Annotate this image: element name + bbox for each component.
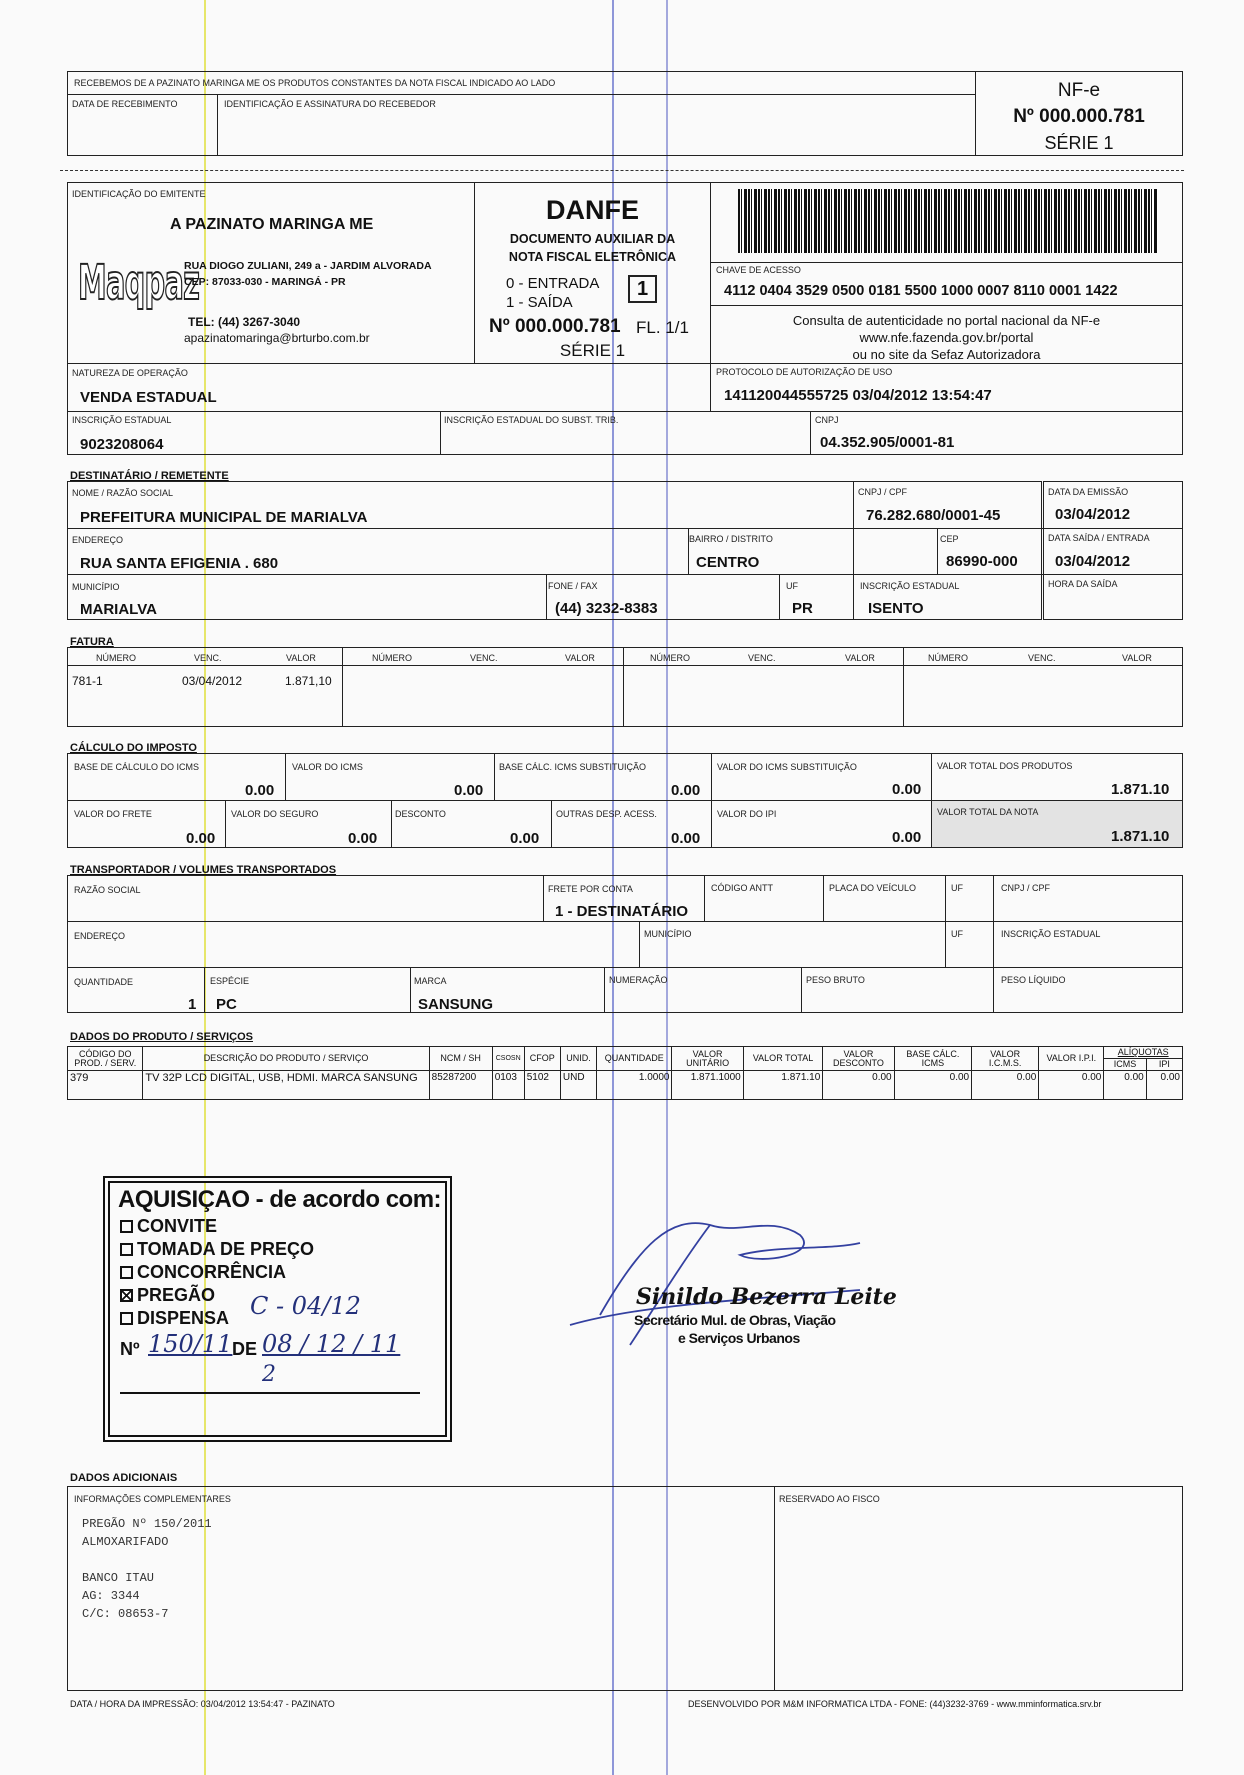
stamp-option-concorrencia <box>120 1262 286 1283</box>
tax-section: CÁLCULO DO IMPOSTO <box>70 742 197 754</box>
freight-value: 0.00 <box>186 830 216 847</box>
cell-ncm: 85287200 <box>429 1071 492 1100</box>
carrier-cnpj-label: CNPJ / CPF <box>1001 883 1051 893</box>
checkbox-icon <box>120 1266 133 1279</box>
products-table <box>67 1046 1183 1100</box>
recipient-city: MARIALVA <box>80 601 157 618</box>
base-icms-value: 0.00 <box>245 782 275 799</box>
divider <box>551 800 552 848</box>
total-products-label: VALOR TOTAL DOS PRODUTOS <box>937 761 1073 771</box>
cell-desc: TV 32P LCD DIGITAL, USB, HDMI. MARCA SANSUNG <box>143 1071 429 1100</box>
invoice-h-valor: VALOR <box>845 653 875 663</box>
checked-box-icon <box>120 1289 133 1302</box>
divider <box>937 528 938 574</box>
table-row <box>68 1071 1183 1100</box>
danfe-saida: 1 - SAÍDA <box>506 294 573 311</box>
numbering-label: NUMERAÇÃO <box>609 975 668 985</box>
info-line: ALMOXARIFADO <box>82 1535 169 1549</box>
carrier-address-label: ENDEREÇO <box>74 931 126 941</box>
protocol-value: 141120044555725 03/04/2012 13:54:47 <box>724 387 992 404</box>
freight-by-label: FRETE POR CONTA <box>548 884 633 894</box>
info-line: PREGÃO Nº 150/2011 <box>82 1517 212 1531</box>
icms-label: VALOR DO ICMS <box>292 762 363 772</box>
danfe-type-box: 1 <box>628 275 657 303</box>
cell-aliq-ipi: 0.00 <box>1146 1071 1182 1100</box>
divider <box>342 647 343 727</box>
receipt-date-label: DATA DE RECEBIMENTO <box>72 99 178 109</box>
emitter-tel: TEL: (44) 3267-3040 <box>188 315 301 329</box>
divider <box>993 875 994 1013</box>
stamp-option-dispensa <box>120 1308 229 1329</box>
recipient-phone-label: FONE / FAX <box>548 581 598 591</box>
ie-label: INSCRIÇÃO ESTADUAL <box>72 415 172 425</box>
ipi-label: VALOR DO IPI <box>717 809 777 819</box>
recipient-section: DESTINATÁRIO / REMETENTE <box>70 470 229 482</box>
divider <box>623 647 624 727</box>
cell-ipi: 0.00 <box>1039 1071 1104 1100</box>
recipient-ie-label: INSCRIÇÃO ESTADUAL <box>860 581 960 591</box>
discount-label: DESCONTO <box>395 809 446 819</box>
access-key: 4112 0404 3529 0500 0181 5500 1000 0007 8110 0001 1422 <box>724 283 1118 299</box>
col-unid: UNID. <box>560 1047 596 1071</box>
col-aliq-ipi: IPI <box>1146 1059 1182 1071</box>
emitter-cep: CEP: 87033-030 - MARINGÁ - PR <box>184 276 346 288</box>
divider <box>440 411 441 455</box>
footer-print: DATA / HORA DA IMPRESSÃO: 03/04/2012 13:54:47 - PAZINATO <box>70 1699 335 1709</box>
net-label: PESO LÍQUIDO <box>1001 975 1066 985</box>
divider <box>546 574 547 620</box>
ie-subst-label: INSCRIÇÃO ESTADUAL DO SUBST. TRIB. <box>444 415 619 425</box>
insurance-value: 0.00 <box>348 830 378 847</box>
col-qty: QUANTIDADE <box>597 1047 672 1071</box>
divider <box>67 363 1183 364</box>
access-key-label: CHAVE DE ACESSO <box>716 265 801 275</box>
divider <box>710 262 1183 263</box>
additional-section: DADOS ADICIONAIS <box>70 1472 178 1484</box>
carrier-uf-label: UF <box>951 883 963 893</box>
danfe-title: DANFE <box>546 195 639 225</box>
cut-line <box>60 170 1184 171</box>
col-ipi: VALOR I.P.I. <box>1039 1047 1104 1071</box>
recipient-address-label: ENDEREÇO <box>72 535 124 545</box>
danfe-number: Nº 000.000.781 <box>489 316 621 337</box>
base-subst-value: 0.00 <box>671 782 701 799</box>
ipi-value: 0.00 <box>892 829 922 846</box>
divider <box>801 967 802 1013</box>
divider <box>204 967 205 1013</box>
invoice-h-valor: VALOR <box>286 653 316 663</box>
divider <box>494 753 495 800</box>
cell-cfop: 5102 <box>524 1071 560 1100</box>
receipt-number: Nº 000.000.781 <box>1013 106 1145 127</box>
info-line: C/C: 08653-7 <box>82 1607 169 1621</box>
danfe-folha: FL. 1/1 <box>636 318 689 337</box>
plate-label: PLACA DO VEÍCULO <box>829 883 917 893</box>
recipient-time-label: HORA DA SAÍDA <box>1048 579 1118 589</box>
checkbox-icon <box>120 1243 133 1256</box>
danfe-sub1: DOCUMENTO AUXILIAR DA <box>509 232 676 246</box>
total-note-label: VALOR TOTAL DA NOTA <box>937 807 1039 817</box>
discount-value: 0.00 <box>510 830 540 847</box>
receipt-nfe: NF-e <box>1057 80 1101 101</box>
qty-label: QUANTIDADE <box>74 977 134 987</box>
recipient-name-label: NOME / RAZÃO SOCIAL <box>72 488 174 498</box>
cell-unid: UND <box>560 1071 596 1100</box>
nature-label: NATUREZA DE OPERAÇÃO <box>72 368 188 378</box>
divider <box>67 665 1183 666</box>
stamp-option-label: PREGÃO <box>137 1285 216 1305</box>
recipient-city-label: MUNICÍPIO <box>72 582 120 592</box>
recipient-address: RUA SANTA EFIGENIA . 680 <box>80 555 279 572</box>
freight-by-value: 1 - DESTINATÁRIO <box>555 903 689 920</box>
emitter-name: A PAZINATO MARINGA ME <box>170 216 374 233</box>
danfe-entrada: 0 - ENTRADA <box>506 275 600 292</box>
divider <box>67 967 1183 968</box>
divider <box>225 800 226 848</box>
cell-base: 0.00 <box>894 1071 972 1100</box>
cell-csosn: 0103 <box>492 1071 524 1100</box>
divider <box>823 875 824 921</box>
emitter-label: IDENTIFICAÇÃO DO EMITENTE <box>72 189 206 199</box>
cell-qty: 1.0000 <box>597 1071 672 1100</box>
divider <box>67 528 1183 529</box>
recipient-district-label: BAIRRO / DISTRITO <box>689 534 773 544</box>
invoice-venc: 03/04/2012 <box>182 674 243 688</box>
access-consult1: Consulta de autenticidade no portal nacional da NF-e <box>792 313 1101 328</box>
stamp-option-label: CONCORRÊNCIA <box>137 1262 287 1282</box>
invoice-h-valor: VALOR <box>1122 653 1152 663</box>
col-cfop: CFOP <box>524 1047 560 1071</box>
divider <box>931 753 932 848</box>
divider <box>710 363 711 411</box>
recipient-uf-label: UF <box>786 581 798 591</box>
stamp-option-convite <box>120 1216 217 1237</box>
checkbox-icon <box>120 1312 133 1325</box>
invoice-h-venc: VENC. <box>470 653 498 663</box>
barcode <box>738 189 1158 253</box>
danfe-sub2: NOTA FISCAL ELETRÔNICA <box>508 250 677 264</box>
recipient-name: PREFEITURA MUNICIPAL DE MARIALVA <box>80 509 368 526</box>
cell-code: 379 <box>68 1071 143 1100</box>
emitter-address: RUA DIOGO ZULIANI, 249 a - JARDIM ALVORADA <box>184 260 432 272</box>
nature-value: VENDA ESTADUAL <box>80 389 217 406</box>
col-aliquotas: ALÍQUOTAS <box>1104 1047 1183 1059</box>
divider <box>639 921 640 967</box>
stamp-handwritten-ref: C - 04/12 <box>250 1292 361 1320</box>
col-icms: VALOR I.C.M.S. <box>972 1047 1039 1071</box>
recipient-phone: (44) 3232-8383 <box>555 600 658 617</box>
stamp-n-label: Nº <box>120 1339 140 1359</box>
col-unit: VALOR UNITÁRIO <box>672 1047 743 1071</box>
col-desc: DESCRIÇÃO DO PRODUTO / SERVIÇO <box>143 1047 429 1071</box>
stamp-date-value: 08 / 12 / 11 <box>262 1330 401 1358</box>
divider <box>903 647 904 727</box>
stamp-option-tomada <box>120 1239 314 1260</box>
carrier-city-label: MUNICÍPIO <box>644 929 692 939</box>
stamp-signature-line <box>120 1392 420 1394</box>
invoice-h-venc: VENC. <box>748 653 776 663</box>
cnpj-label: CNPJ <box>815 415 839 425</box>
stamp-bottom-mark: 2 <box>262 1362 276 1387</box>
divider <box>543 875 544 921</box>
invoice-h-num: NÚMERO <box>96 653 136 663</box>
col-code: CÓDIGO DO PROD. / SERV. <box>68 1047 143 1071</box>
col-ncm: NCM / SH <box>429 1047 492 1071</box>
stamp-option-label: DISPENSA <box>137 1308 230 1328</box>
divider <box>391 800 392 848</box>
divider <box>945 875 946 967</box>
protocol-label: PROTOCOLO DE AUTORIZAÇÃO DE USO <box>716 367 893 377</box>
invoice-h-venc: VENC. <box>1028 653 1056 663</box>
carrier-name-label: RAZÃO SOCIAL <box>74 885 141 895</box>
emitter-logo: Maqpaz <box>78 256 200 312</box>
divider <box>853 481 854 620</box>
base-icms-label: BASE DE CÁLCULO DO ICMS <box>74 762 200 772</box>
qty-value: 1 <box>188 996 197 1013</box>
col-base: BASE CÁLC. ICMS <box>894 1047 972 1071</box>
col-discount: VALOR DESCONTO <box>823 1047 894 1071</box>
cell-aliq-icms: 0.00 <box>1104 1071 1146 1100</box>
gross-label: PESO BRUTO <box>806 975 865 985</box>
stamp-option-pregao <box>120 1285 215 1306</box>
emitter-email: apazinatomaringa@brturbo.com.br <box>184 331 370 345</box>
info-label: INFORMAÇÕES COMPLEMENTARES <box>74 1494 231 1504</box>
divider <box>779 574 780 620</box>
icms-subst-value: 0.00 <box>892 781 922 798</box>
access-consult2: www.nfe.fazenda.gov.br/portal <box>859 330 1034 345</box>
cnpj-value: 04.352.905/0001-81 <box>820 434 955 451</box>
total-note-value: 1.871.10 <box>1111 828 1170 845</box>
invoice-h-num: NÚMERO <box>928 653 968 663</box>
receipt-signature-label: IDENTIFICAÇÃO E ASSINATURA DO RECEBEDOR <box>224 99 436 109</box>
signatory-role1: Secretário Mul. de Obras, Viação <box>634 1312 836 1328</box>
divider <box>604 967 605 1013</box>
divider <box>217 94 218 156</box>
icms-value: 0.00 <box>454 782 484 799</box>
divider <box>704 875 705 921</box>
stamp-de-label: DE <box>232 1339 258 1359</box>
recipient-cep-label: CEP <box>940 534 959 544</box>
cell-total: 1.871.10 <box>743 1071 823 1100</box>
recipient-ie: ISENTO <box>868 600 924 617</box>
divider <box>67 411 1183 412</box>
freight-label: VALOR DO FRETE <box>74 809 152 819</box>
other-label: OUTRAS DESP. ACESS. <box>556 809 657 819</box>
species-label: ESPÉCIE <box>210 976 250 986</box>
recipient-exit: 03/04/2012 <box>1055 553 1131 570</box>
insurance-label: VALOR DO SEGURO <box>231 809 319 819</box>
info-line <box>82 1551 212 1569</box>
divider <box>67 94 976 95</box>
invoice-h-valor: VALOR <box>565 653 595 663</box>
other-value: 0.00 <box>671 830 701 847</box>
invoice-h-num: NÚMERO <box>372 653 412 663</box>
divider <box>67 800 1183 801</box>
footer-dev: DESENVOLVIDO POR M&M INFORMATICA LTDA - FONE: (44)3232-3769 - www.mminformatica.srv.br <box>688 1699 1102 1709</box>
invoice-h-venc: VENC. <box>194 653 222 663</box>
signatory-name: Sinildo Bezerra Leite <box>636 1284 897 1310</box>
recipient-exit-label: DATA SAÍDA / ENTRADA <box>1048 533 1150 543</box>
info-line: BANCO ITAU <box>82 1571 155 1585</box>
transport-frame <box>67 875 1183 1013</box>
cell-icms: 0.00 <box>972 1071 1039 1100</box>
stamp-option-label: TOMADA DE PREÇO <box>137 1239 315 1259</box>
invoice-valor: 1.871,10 <box>285 674 332 688</box>
divider <box>710 305 1183 306</box>
cell-discount: 0.00 <box>823 1071 894 1100</box>
stamp-n-value: 150/11 <box>148 1330 233 1358</box>
ie-value: 9023208064 <box>80 436 164 453</box>
info-lines <box>82 1515 212 1623</box>
invoice-h-num: NÚMERO <box>650 653 690 663</box>
col-total: VALOR TOTAL <box>743 1047 823 1071</box>
species-value: PC <box>216 996 237 1013</box>
recipient-cnpj: 76.282.680/0001-45 <box>866 507 1001 524</box>
brand-label: MARCA <box>414 976 447 986</box>
carrier-uf-label-2: UF <box>951 929 963 939</box>
stamp-option-label: CONVITE <box>137 1216 218 1236</box>
additional-frame <box>67 1486 1183 1691</box>
recipient-emission: 03/04/2012 <box>1055 506 1131 523</box>
cell-unit: 1.871.1000 <box>672 1071 743 1100</box>
transport-section: TRANSPORTADOR / VOLUMES TRANSPORTADOS <box>70 864 337 876</box>
icms-subst-label: VALOR DO ICMS SUBSTITUIÇÃO <box>717 762 857 772</box>
col-aliq-icms: ICMS <box>1104 1059 1146 1071</box>
signatory-role2: e Serviços Urbanos <box>678 1330 800 1346</box>
divider <box>711 753 712 848</box>
col-csosn: CSOSN <box>492 1047 524 1071</box>
receipt-text: RECEBEMOS DE A PAZINATO MARINGA ME OS PRODUTOS CONSTANTES DA NOTA FISCAL INDICADO AO LADO <box>74 78 556 88</box>
divider <box>67 921 1183 922</box>
stamp-title: AQUISIÇAO - de acordo com: <box>118 1186 442 1213</box>
receipt-serie: SÉRIE 1 <box>1044 133 1114 153</box>
divider <box>67 574 1183 575</box>
invoice-section: FATURA <box>70 636 114 648</box>
divider <box>285 753 286 800</box>
recipient-district: CENTRO <box>696 554 760 571</box>
total-products-value: 1.871.10 <box>1111 781 1170 798</box>
checkbox-icon <box>120 1220 133 1233</box>
base-subst-label: BASE CÁLC. ICMS SUBSTITUIÇÃO <box>499 762 647 772</box>
brand-value: SANSUNG <box>418 996 494 1013</box>
danfe-serie: SÉRIE 1 <box>559 341 626 360</box>
carrier-ie-label: INSCRIÇÃO ESTADUAL <box>1001 929 1101 939</box>
invoice-num: 781-1 <box>72 674 103 688</box>
recipient-cnpj-label: CNPJ / CPF <box>858 487 908 497</box>
access-consult3: ou no site da Sefaz Autorizadora <box>852 347 1041 361</box>
recipient-emission-label: DATA DA EMISSÃO <box>1048 487 1129 497</box>
recipient-uf: PR <box>792 600 813 617</box>
recipient-dates-frame <box>1043 481 1183 620</box>
antt-label: CÓDIGO ANTT <box>711 883 774 893</box>
fisco-label: RESERVADO AO FISCO <box>779 1494 880 1504</box>
info-line: AG: 3344 <box>82 1589 140 1603</box>
products-section: DADOS DO PRODUTO / SERVIÇOS <box>70 1031 253 1043</box>
recipient-cep: 86990-000 <box>946 553 1018 570</box>
divider <box>410 967 411 1013</box>
divider <box>774 1486 775 1691</box>
divider <box>810 411 811 455</box>
